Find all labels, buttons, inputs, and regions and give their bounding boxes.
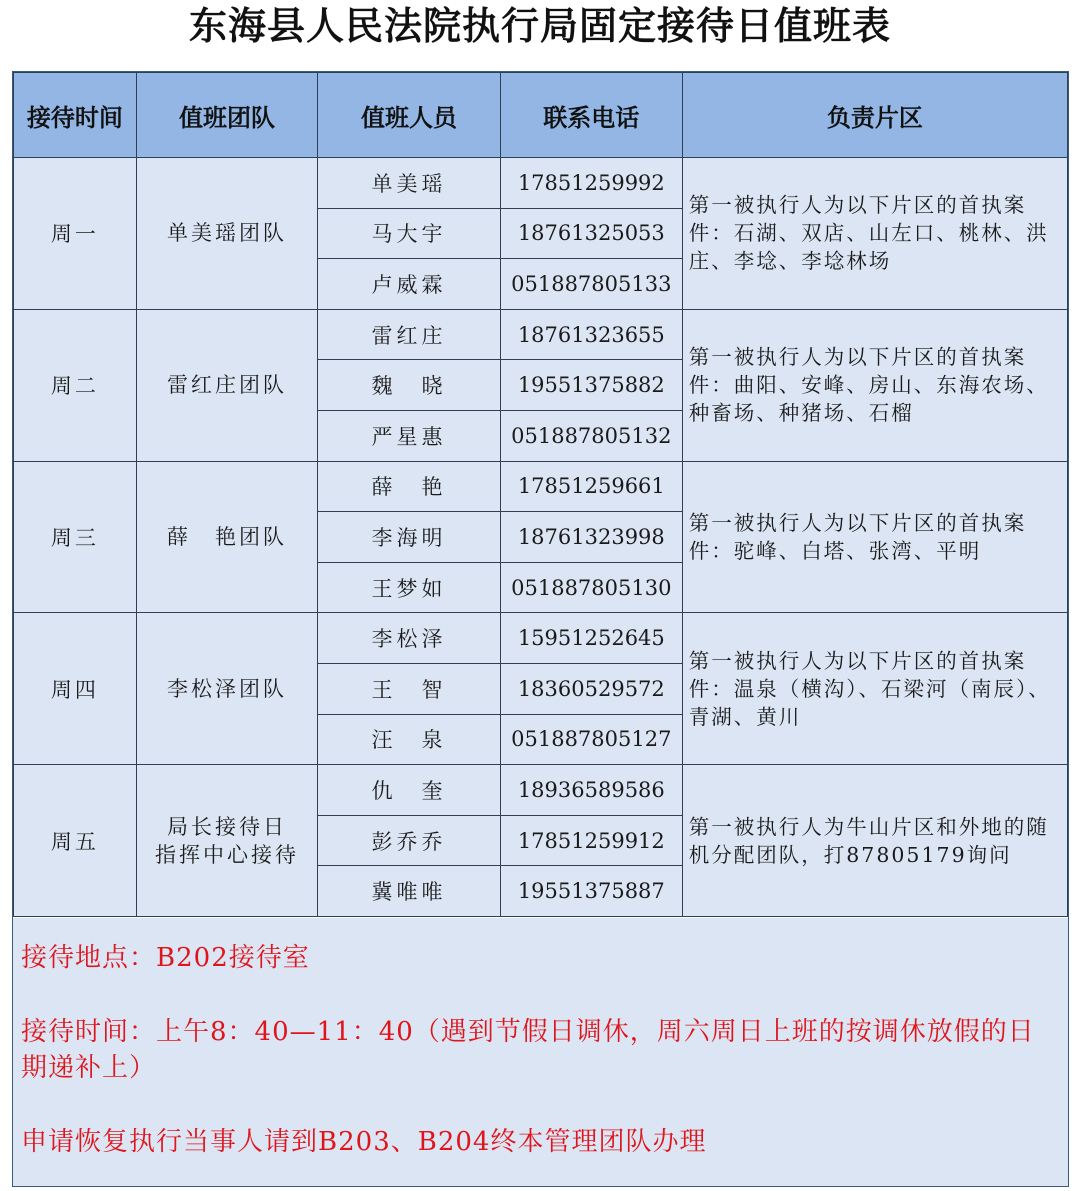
phone-cell: 051887805130 xyxy=(500,562,682,613)
area-cell: 第一被执行人为以下片区的首执案件：石湖、双店、山左口、桃林、洪庄、李埝、李埝林场 xyxy=(682,158,1067,310)
day-cell: 周二 xyxy=(14,309,137,461)
area-cell: 第一被执行人为以下片区的首执案件：曲阳、安峰、房山、东海农场、种畜场、种猪场、石榴 xyxy=(682,309,1067,461)
phone-cell: 18761323998 xyxy=(500,512,682,563)
day-cell: 周一 xyxy=(14,158,137,310)
phone-cell: 17851259992 xyxy=(500,158,682,209)
table-body xyxy=(14,158,1068,917)
note-reception-time: 接待时间：上午8：40—11：40（遇到节假日调休，周六周日上班的按调休放假的日期递补上） xyxy=(21,1017,1035,1083)
phone-cell: 18761323655 xyxy=(500,309,682,360)
notes-section xyxy=(13,918,1068,1186)
phone-cell: 18761325053 xyxy=(500,208,682,259)
phone-cell: 17851259912 xyxy=(500,815,682,866)
area-cell: 第一被执行人为牛山片区和外地的随机分配团队，打87805179询问 xyxy=(682,765,1067,917)
staff-name-cell: 汪 泉 xyxy=(318,714,501,765)
team-cell: 雷红庄团队 xyxy=(136,309,318,461)
table-row xyxy=(14,765,1068,816)
duty-schedule-sheet xyxy=(12,71,1069,1187)
staff-name-cell: 冀唯唯 xyxy=(318,866,501,917)
table-header-row xyxy=(14,73,1068,158)
area-cell: 第一被执行人为以下片区的首执案件：温泉（横沟）、石梁河（南辰）、青湖、黄川 xyxy=(682,613,1067,765)
staff-name-cell: 王梦如 xyxy=(318,562,501,613)
staff-name-cell: 仇 奎 xyxy=(318,765,501,816)
team-cell: 李松泽团队 xyxy=(136,613,318,765)
team-cell: 薛 艳团队 xyxy=(136,461,318,613)
note-location: 接待地点：B202接待室 xyxy=(21,943,310,973)
table-row xyxy=(14,613,1068,664)
phone-cell: 18360529572 xyxy=(500,663,682,714)
staff-name-cell: 雷红庄 xyxy=(318,309,501,360)
staff-name-cell: 彭乔乔 xyxy=(318,815,501,866)
page-title: 东海县人民法院执行局固定接待日值班表 xyxy=(188,4,891,48)
table-row xyxy=(14,309,1068,360)
table-row xyxy=(14,158,1068,209)
header-phone: 联系电话 xyxy=(500,73,682,158)
staff-name-cell: 马大宇 xyxy=(318,208,501,259)
staff-name-cell: 李松泽 xyxy=(318,613,501,664)
phone-cell: 15951252645 xyxy=(500,613,682,664)
phone-cell: 19551375882 xyxy=(500,360,682,411)
staff-name-cell: 李海明 xyxy=(318,512,501,563)
staff-name-cell: 单美瑶 xyxy=(318,158,501,209)
header-area: 负责片区 xyxy=(682,73,1067,158)
staff-name-cell: 严星惠 xyxy=(318,410,501,461)
phone-cell: 18936589586 xyxy=(500,765,682,816)
header-reception-time: 接待时间 xyxy=(14,73,137,158)
table-row xyxy=(14,461,1068,512)
day-cell: 周四 xyxy=(14,613,137,765)
team-cell: 局长接待日 指挥中心接待 xyxy=(136,765,318,917)
team-cell: 单美瑶团队 xyxy=(136,158,318,310)
day-cell: 周三 xyxy=(14,461,137,613)
phone-cell: 19551375887 xyxy=(500,866,682,917)
phone-cell: 051887805127 xyxy=(500,714,682,765)
staff-name-cell: 卢威霖 xyxy=(318,259,501,310)
header-duty-staff: 值班人员 xyxy=(318,73,501,158)
header-duty-team: 值班团队 xyxy=(136,73,318,158)
duty-table xyxy=(13,72,1068,917)
phone-cell: 17851259661 xyxy=(500,461,682,512)
staff-name-cell: 王 智 xyxy=(318,663,501,714)
area-cell: 第一被执行人为以下片区的首执案件：驼峰、白塔、张湾、平明 xyxy=(682,461,1067,613)
staff-name-cell: 薛 艳 xyxy=(318,461,501,512)
phone-cell: 051887805133 xyxy=(500,259,682,310)
staff-name-cell: 魏 晓 xyxy=(318,360,501,411)
day-cell: 周五 xyxy=(14,765,137,917)
phone-cell: 051887805132 xyxy=(500,410,682,461)
note-resume-execution: 申请恢复执行当事人请到B203、B204终本管理团队办理 xyxy=(21,1127,707,1157)
